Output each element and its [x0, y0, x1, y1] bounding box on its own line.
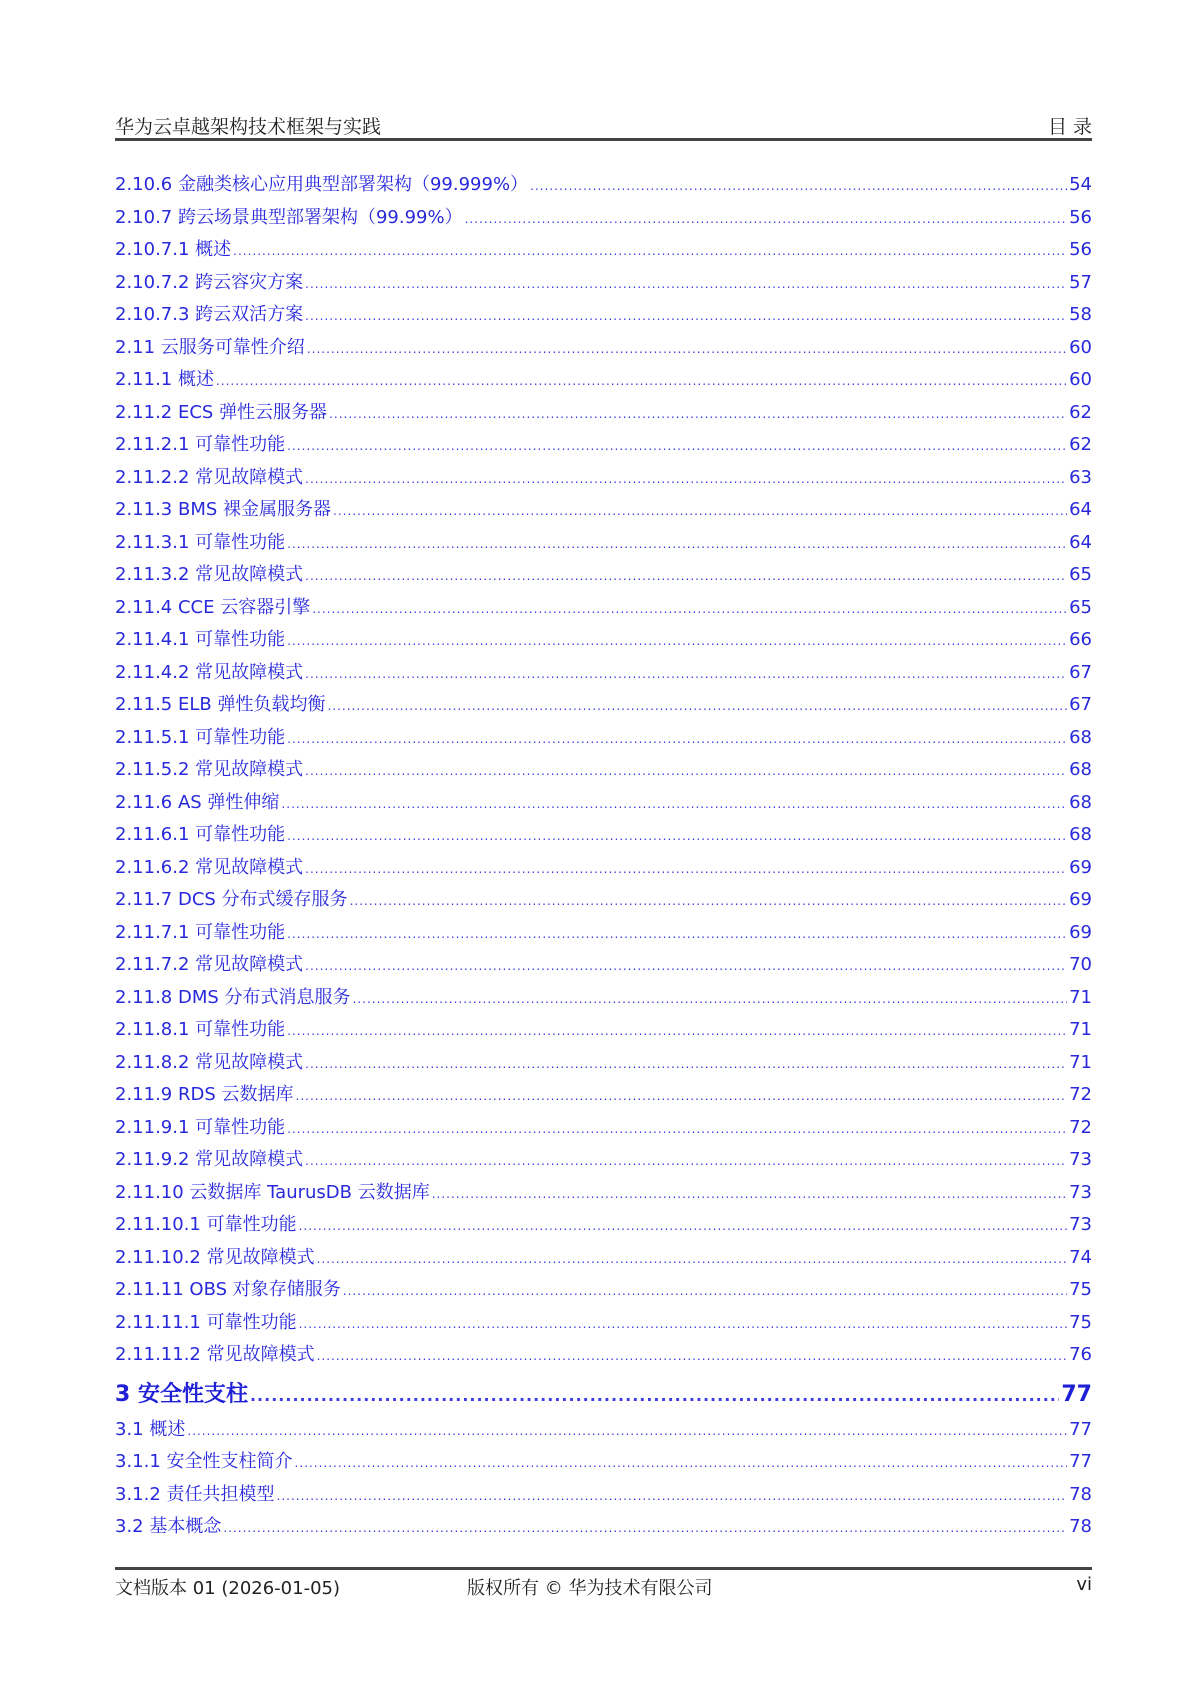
toc-entry-label[interactable]: 2.11.8 DMS 分布式消息服务	[115, 986, 351, 1008]
toc-entry-page[interactable]: 72	[1069, 1116, 1092, 1138]
dot-leader	[317, 1349, 1067, 1363]
toc-entry-label[interactable]: 2.11.4 CCE 云容器引擎	[115, 596, 311, 618]
toc-entry[interactable]	[115, 560, 1092, 593]
dot-leader	[299, 1219, 1067, 1233]
dot-leader	[343, 1284, 1067, 1298]
toc-entry[interactable]	[115, 723, 1092, 756]
dot-leader	[305, 667, 1067, 681]
dot-leader	[305, 862, 1067, 876]
toc-entry-label[interactable]: 2.11.6.1 可靠性功能	[115, 824, 286, 845]
toc-entry[interactable]	[115, 463, 1092, 496]
toc-entry-page[interactable]: 77	[1061, 1381, 1092, 1407]
toc-entry[interactable]	[115, 1512, 1092, 1545]
toc-entry-label[interactable]: 2.11.4.1 可靠性功能	[115, 629, 286, 650]
toc-entry[interactable]	[115, 1015, 1092, 1048]
toc-entry-page[interactable]: 69	[1069, 889, 1092, 910]
toc-chapter-entry[interactable]	[115, 1377, 1092, 1415]
toc-entry[interactable]	[115, 658, 1092, 691]
toc-entry-page[interactable]: 60	[1069, 336, 1092, 358]
toc-entry-label[interactable]: 2.11.3.1 可靠性功能	[115, 531, 286, 553]
toc-entry-page[interactable]: 71	[1069, 986, 1092, 1008]
toc-entry-label[interactable]: 2.10.7 跨云场景典型部署架构（99.99%）	[115, 206, 463, 228]
toc-entry-label[interactable]: 2.11.2.2 常见故障模式	[115, 466, 304, 488]
dot-leader	[333, 504, 1067, 518]
page-header	[115, 110, 1092, 141]
table-of-contents	[115, 170, 1092, 1545]
toc-entry[interactable]	[115, 1080, 1092, 1113]
section-title: 目 录	[1047, 116, 1092, 138]
dot-leader	[287, 732, 1067, 746]
toc-entry[interactable]	[115, 950, 1092, 983]
toc-entry[interactable]	[115, 820, 1092, 853]
toc-entry-page[interactable]: 68	[1069, 824, 1092, 845]
toc-entry-label[interactable]: 2.11.10.1 可靠性功能	[115, 1214, 297, 1235]
dot-leader	[287, 1024, 1067, 1038]
toc-entry[interactable]	[115, 1048, 1092, 1081]
toc-entry[interactable]	[115, 1145, 1092, 1178]
toc-entry-label[interactable]: 2.11.6.2 常见故障模式	[115, 856, 304, 878]
dot-leader	[299, 1317, 1067, 1331]
toc-entry-label[interactable]: 2.11 云服务可靠性介绍	[115, 336, 305, 358]
toc-entry-label[interactable]: 2.11.9.1 可靠性功能	[115, 1116, 286, 1138]
toc-entry[interactable]	[115, 918, 1092, 951]
toc-entry[interactable]	[115, 1480, 1092, 1513]
toc-entry-label[interactable]: 2.11.11.1 可靠性功能	[115, 1311, 297, 1333]
toc-entry-page[interactable]: 75	[1069, 1279, 1092, 1300]
toc-entry-label[interactable]: 2.11.10 云数据库 TaurusDB 云数据库	[115, 1181, 430, 1203]
dot-leader	[287, 634, 1067, 648]
toc-entry-label[interactable]: 2.11.2 ECS 弹性云服务器	[115, 401, 328, 423]
dot-leader	[187, 1424, 1067, 1438]
toc-entry-label[interactable]: 3.1.2 责任共担模型	[115, 1483, 275, 1505]
dot-leader	[432, 1187, 1067, 1201]
toc-entry[interactable]	[115, 755, 1092, 788]
toc-entry-label[interactable]: 2.11.3.2 常见故障模式	[115, 564, 304, 585]
document-title: 华为云卓越架构技术框架与实践	[115, 116, 382, 138]
toc-entry-page[interactable]: 69	[1069, 921, 1092, 943]
toc-entry-page[interactable]: 56	[1069, 239, 1092, 260]
dot-leader	[277, 1489, 1068, 1503]
toc-entry-page[interactable]: 78	[1069, 1483, 1092, 1505]
toc-entry-label[interactable]: 2.11.5.1 可靠性功能	[115, 726, 286, 748]
toc-entry-page[interactable]: 66	[1069, 629, 1092, 650]
toc-entry-page[interactable]: 68	[1069, 791, 1092, 813]
toc-entry[interactable]	[115, 1113, 1092, 1146]
toc-entry-page[interactable]: 63	[1069, 466, 1092, 488]
toc-entry[interactable]	[115, 1447, 1092, 1480]
toc-entry[interactable]	[115, 885, 1092, 918]
dot-leader	[305, 1154, 1067, 1168]
toc-entry-label[interactable]: 2.10.7.1 概述	[115, 239, 232, 260]
copyright-notice: 版权所有 © 华为技术有限公司	[467, 1578, 713, 1599]
toc-entry-label[interactable]: 2.11.9 RDS 云数据库	[115, 1084, 294, 1105]
toc-entry-label[interactable]: 3.1 概述	[115, 1418, 186, 1440]
toc-entry-label[interactable]: 2.11.3 BMS 裸金属服务器	[115, 499, 331, 520]
toc-entry-label[interactable]: 3.1.1 安全性支柱简介	[115, 1451, 293, 1472]
toc-entry-page[interactable]: 73	[1069, 1214, 1092, 1235]
dot-leader	[287, 927, 1067, 941]
dot-leader	[305, 569, 1067, 583]
toc-entry-label[interactable]: 2.11.7.1 可靠性功能	[115, 921, 286, 943]
page-footer	[115, 1567, 1092, 1600]
toc-entry-page[interactable]: 57	[1069, 271, 1092, 293]
toc-entry-label[interactable]: 2.10.6 金融类核心应用典型部署架构（99.999%）	[115, 174, 529, 195]
toc-entry-page[interactable]: 71	[1069, 1019, 1092, 1040]
toc-entry-page[interactable]: 73	[1069, 1149, 1092, 1170]
dot-leader	[327, 699, 1067, 713]
toc-entry-page[interactable]: 70	[1069, 954, 1092, 975]
toc-entry-page[interactable]: 75	[1069, 1311, 1092, 1333]
dot-leader	[233, 244, 1067, 258]
toc-entry-label[interactable]: 2.11.10.2 常见故障模式	[115, 1246, 315, 1268]
toc-entry[interactable]	[115, 1415, 1092, 1448]
toc-entry-page[interactable]: 65	[1069, 564, 1092, 585]
toc-entry[interactable]	[115, 625, 1092, 658]
dot-leader	[305, 959, 1067, 973]
toc-entry[interactable]	[115, 983, 1092, 1016]
toc-entry[interactable]	[115, 1340, 1092, 1373]
dot-leader	[250, 1386, 1059, 1405]
toc-entry[interactable]	[115, 690, 1092, 723]
toc-entry-page[interactable]: 72	[1069, 1084, 1092, 1105]
toc-entry-label[interactable]: 2.11.4.2 常见故障模式	[115, 661, 304, 683]
toc-entry[interactable]	[115, 1210, 1092, 1243]
dot-leader	[305, 1057, 1067, 1071]
dot-leader	[353, 992, 1068, 1006]
toc-entry[interactable]	[115, 1275, 1092, 1308]
dot-leader	[223, 1521, 1067, 1535]
toc-entry[interactable]	[115, 300, 1092, 333]
toc-entry-page[interactable]: 69	[1069, 856, 1092, 878]
dot-leader	[305, 277, 1067, 291]
toc-entry-page[interactable]: 58	[1069, 304, 1092, 325]
toc-entry-page[interactable]: 62	[1069, 434, 1092, 455]
toc-entry-page[interactable]: 68	[1069, 759, 1092, 780]
toc-entry[interactable]	[115, 1308, 1092, 1341]
toc-entry[interactable]	[115, 853, 1092, 886]
toc-entry-label[interactable]: 2.11.8.1 可靠性功能	[115, 1019, 286, 1040]
document-version: 文档版本 01 (2026-01-05)	[115, 1578, 340, 1599]
dot-leader	[312, 602, 1067, 616]
toc-entry-page[interactable]: 74	[1069, 1246, 1092, 1268]
toc-entry-label[interactable]: 3 安全性支柱	[115, 1381, 248, 1407]
dot-leader	[317, 1252, 1067, 1266]
toc-entry[interactable]	[115, 430, 1092, 463]
dot-leader	[305, 309, 1067, 323]
dot-leader	[307, 342, 1067, 356]
toc-entry-label[interactable]: 2.11.11 OBS 对象存储服务	[115, 1279, 341, 1300]
toc-entry[interactable]	[115, 788, 1092, 821]
toc-entry[interactable]	[115, 365, 1092, 398]
toc-entry-page[interactable]: 71	[1069, 1051, 1092, 1073]
dot-leader	[281, 797, 1067, 811]
toc-entry-page[interactable]: 54	[1069, 174, 1092, 195]
dot-leader	[287, 537, 1067, 551]
toc-entry[interactable]	[115, 170, 1092, 203]
toc-entry[interactable]	[115, 203, 1092, 236]
toc-entry-page[interactable]: 60	[1069, 369, 1092, 390]
toc-entry[interactable]	[115, 333, 1092, 366]
toc-entry[interactable]	[115, 1178, 1092, 1211]
dot-leader	[287, 1122, 1067, 1136]
toc-entry-page[interactable]: 64	[1069, 499, 1092, 520]
dot-leader	[295, 1456, 1068, 1470]
toc-entry-label[interactable]: 2.11.8.2 常见故障模式	[115, 1051, 304, 1073]
dot-leader	[287, 829, 1067, 843]
toc-entry-page[interactable]: 67	[1069, 661, 1092, 683]
dot-leader	[287, 439, 1067, 453]
toc-entry-label[interactable]: 2.11.1 概述	[115, 369, 214, 390]
toc-entry-page[interactable]: 76	[1069, 1344, 1092, 1365]
toc-entry-label[interactable]: 2.10.7.3 跨云双活方案	[115, 304, 304, 325]
toc-entry-label[interactable]: 2.11.9.2 常见故障模式	[115, 1149, 304, 1170]
toc-entry[interactable]	[115, 268, 1092, 301]
toc-entry-label[interactable]: 2.11.7.2 常见故障模式	[115, 954, 304, 975]
toc-entry-page[interactable]: 68	[1069, 726, 1092, 748]
toc-entry-page[interactable]: 73	[1069, 1181, 1092, 1203]
toc-entry-page[interactable]: 65	[1069, 596, 1092, 618]
toc-entry-label[interactable]: 3.2 基本概念	[115, 1516, 222, 1537]
toc-entry-label[interactable]: 2.11.5.2 常见故障模式	[115, 759, 304, 780]
toc-entry[interactable]	[115, 1243, 1092, 1276]
toc-entry-label[interactable]: 2.11.7 DCS 分布式缓存服务	[115, 889, 348, 910]
toc-entry-label[interactable]: 2.11.2.1 可靠性功能	[115, 434, 286, 455]
dot-leader	[530, 179, 1067, 193]
toc-entry[interactable]	[115, 235, 1092, 268]
dot-leader	[305, 764, 1067, 778]
toc-entry-page[interactable]: 67	[1069, 694, 1092, 715]
toc-entry-page[interactable]: 77	[1069, 1451, 1092, 1472]
toc-entry-label[interactable]: 2.10.7.2 跨云容灾方案	[115, 271, 304, 293]
page-number: vi	[1076, 1574, 1092, 1595]
dot-leader	[305, 472, 1067, 486]
dot-leader	[216, 374, 1067, 388]
toc-entry-label[interactable]: 2.11.5 ELB 弹性负载均衡	[115, 694, 326, 715]
toc-entry-page[interactable]: 56	[1069, 206, 1092, 228]
toc-entry-label[interactable]: 2.11.11.2 常见故障模式	[115, 1344, 315, 1365]
toc-entry-page[interactable]: 77	[1069, 1418, 1092, 1440]
dot-leader	[296, 1089, 1068, 1103]
toc-entry-page[interactable]: 64	[1069, 531, 1092, 553]
toc-entry[interactable]	[115, 593, 1092, 626]
toc-entry[interactable]	[115, 495, 1092, 528]
toc-entry-page[interactable]: 62	[1069, 401, 1092, 423]
toc-entry-page[interactable]: 78	[1069, 1516, 1092, 1537]
toc-entry[interactable]	[115, 398, 1092, 431]
toc-entry[interactable]	[115, 528, 1092, 561]
dot-leader	[350, 894, 1068, 908]
dot-leader	[465, 212, 1067, 226]
dot-leader	[329, 407, 1067, 421]
toc-entry-label[interactable]: 2.11.6 AS 弹性伸缩	[115, 791, 280, 813]
